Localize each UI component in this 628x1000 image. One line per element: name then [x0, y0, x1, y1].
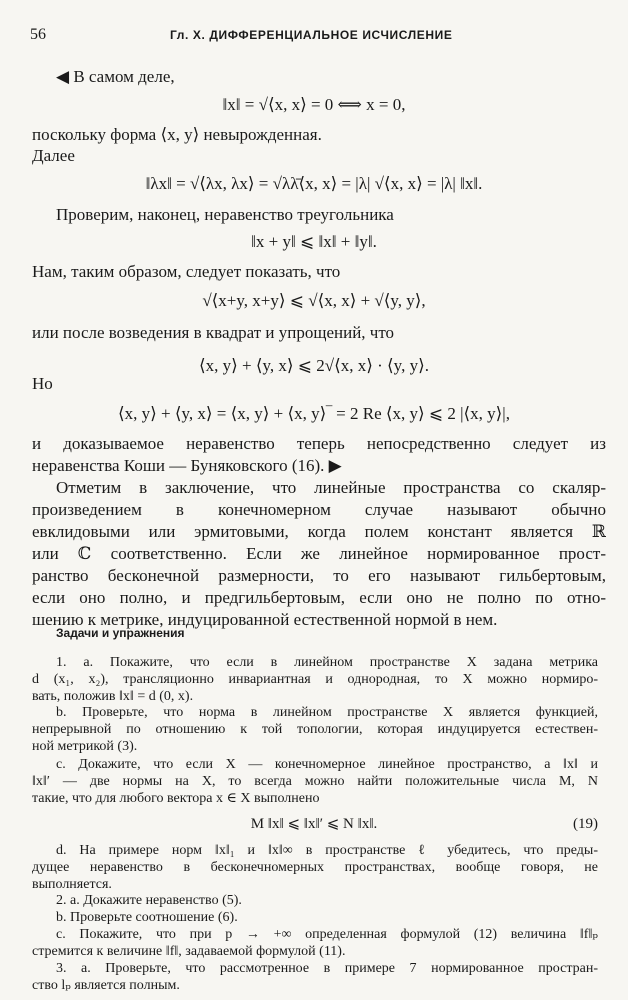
exercise-line: b. Проверьте соотношение (6).: [56, 910, 238, 925]
page-number: 56: [30, 26, 46, 43]
text-line: Но: [32, 374, 53, 393]
exercise-line: вать, положив ‖x‖ = d (0, x).: [32, 689, 194, 704]
exercise-line: выполняется.: [32, 877, 112, 892]
exercise-line: такие, что для любого вектора x ∈ X выполнено: [32, 791, 320, 806]
text-line: Отметим в заключение, что линейные пространства со скаляр-: [56, 478, 606, 497]
exercise-line: d. На примере норм ‖x‖₁ и ‖x‖∞ в пространстве ℓ убедитесь, что преды-: [56, 843, 598, 858]
text-line: или после возведения в квадрат и упрощений, что: [32, 323, 395, 342]
equation: M ‖x‖ ⩽ ‖x‖′ ⩽ N ‖x‖.: [250, 816, 378, 832]
exercise-line: 2. a. Докажите неравенство (5).: [56, 893, 242, 908]
exercise-line: ‖x‖′ — две нормы на X, то всегда можно найти положительные числа M, N: [32, 774, 598, 789]
text-line: евклидовыми или эрмитовыми, когда полем констант является ℝ: [32, 522, 606, 541]
equation: ‖x‖ = √⟨x, x⟩ = 0 ⟺ x = 0,: [222, 95, 406, 114]
exercise-line: d (x₁, x₂), трансляционно инвариантная и однородная, то X можно нормиро-: [32, 672, 598, 687]
exercise-line: 1. a. Покажите, что если в линейном пространстве X задана метрика: [56, 655, 598, 670]
text-line: неравенства Коши — Буняковского (16). ▶: [32, 456, 342, 475]
exercise-line: ной метрикой (3).: [32, 739, 138, 754]
equation-number: (19): [573, 816, 598, 832]
equation: ⟨x, y⟩ + ⟨y, x⟩ ⩽ 2√⟨x, x⟩ · ⟨y, y⟩.: [199, 356, 429, 375]
exercise-line: c. Докажите, что если X — конечномерное линейное пространство, а ‖x‖ и: [56, 757, 598, 772]
exercises-heading: Задачи и упражнения: [56, 626, 185, 640]
equation: ‖x + y‖ ⩽ ‖x‖ + ‖y‖.: [251, 232, 377, 251]
exercise-line: b. Проверьте, что норма в линейном пространстве X является функцией,: [56, 705, 598, 720]
text-line: Далее: [32, 146, 75, 165]
equation: √⟨x+y, x+y⟩ ⩽ √⟨x, x⟩ + √⟨y, y⟩,: [202, 291, 426, 310]
text-line: ◀ В самом деле,: [56, 67, 175, 86]
text-line: Проверим, наконец, неравенство треугольника: [56, 205, 394, 224]
text-line: и доказываемое неравенство теперь непосредственно следует из: [32, 434, 606, 453]
equation: ‖λx‖ = √⟨λx, λx⟩ = √λλ̄⟨x, x⟩ = |λ| √⟨x, x⟩ = |λ| ‖x‖.: [145, 174, 483, 193]
text-line: или ℂ соответственно. Если же линейное нормированное прост-: [32, 544, 606, 563]
exercise-line: c. Покажите, что при p → +∞ определенная формулой (12) величина ‖f‖ₚ: [56, 927, 598, 942]
text-line: произведением в конечномерном случае называют обычно: [32, 500, 606, 519]
text-line: Нам, таким образом, следует показать, что: [32, 262, 341, 281]
chapter-title: Гл. X. ДИФФЕРЕНЦИАЛЬНОЕ ИСЧИСЛЕНИЕ: [170, 28, 453, 42]
text-line: ранство бесконечной размерности, то его называют гильбертовым,: [32, 566, 606, 585]
running-header: [30, 26, 598, 46]
exercise-line: непрерывной по отношению к той топологии, которая индуцируется естествен-: [32, 722, 598, 737]
exercise-line: ство lₚ является полным.: [32, 978, 180, 993]
text-line: поскольку форма ⟨x, y⟩ невырожденная.: [32, 125, 322, 144]
text-line: если оно полно, и предгильбертовым, если оно не полно по отно-: [32, 588, 606, 607]
text-line: шению к метрике, индуцированной естественной нормой в нем.: [32, 610, 498, 629]
exercise-line: 3. a. Проверьте, что рассмотренное в примере 7 нормированное простран-: [56, 961, 598, 976]
exercise-line: дущее неравенство в бесконечномерных пространствах, вообще говоря, не: [32, 860, 598, 875]
equation: ⟨x, y⟩ + ⟨y, x⟩ = ⟨x, y⟩ + ⟨x, y⟩‾ = 2 Re ⟨x, y⟩ ⩽ 2 |⟨x, y⟩|,: [118, 404, 510, 423]
exercise-line: стремится к величине ‖f‖, задаваемой формулой (11).: [32, 944, 346, 959]
